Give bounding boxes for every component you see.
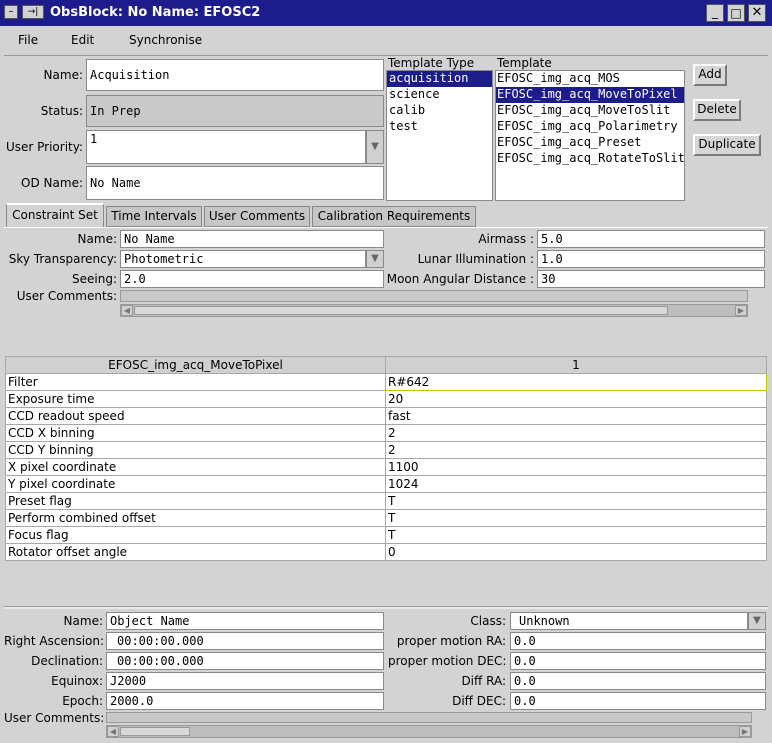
- param-value[interactable]: 20: [386, 391, 767, 408]
- param-name: CCD Y binning: [6, 442, 386, 459]
- diff-dec-label: Diff DEC:: [452, 694, 506, 708]
- param-name: CCD X binning: [6, 425, 386, 442]
- seeing-label: Seeing:: [72, 272, 117, 286]
- parameter-table: [5, 356, 767, 561]
- target-comments-area[interactable]: [106, 712, 752, 723]
- param-value[interactable]: T: [386, 510, 767, 527]
- param-value[interactable]: 2: [386, 425, 767, 442]
- constraint-comments-scrollbar[interactable]: [120, 304, 748, 317]
- param-value[interactable]: R#642: [386, 374, 767, 391]
- constraint-comments-area[interactable]: [120, 290, 748, 302]
- template-header: Template: [497, 56, 552, 70]
- param-name: Focus flag: [6, 527, 386, 544]
- od-name-input[interactable]: No Name: [86, 166, 384, 200]
- param-value[interactable]: 1100: [386, 459, 767, 476]
- sky-transparency-label: Sky Transparency:: [8, 252, 117, 266]
- template-item[interactable]: EFOSC_img_acq_MOS: [497, 71, 620, 85]
- equinox-label: Equinox:: [51, 674, 103, 688]
- user-priority-label: User Priority:: [5, 140, 83, 154]
- tab-label: Time Intervals: [111, 209, 197, 223]
- priority-dropdown-icon[interactable]: ▼: [366, 130, 384, 164]
- scroll-right-icon[interactable]: ▶: [739, 726, 751, 737]
- duplicate-button[interactable]: Duplicate: [693, 134, 761, 156]
- param-value[interactable]: 2: [386, 442, 767, 459]
- param-name: CCD readout speed: [6, 408, 386, 425]
- table-row[interactable]: [6, 510, 767, 527]
- table-row[interactable]: [6, 493, 767, 510]
- template-list[interactable]: [495, 70, 685, 201]
- ob-name-label: Name:: [43, 68, 83, 82]
- template-item-selected[interactable]: EFOSC_img_acq_MoveToPixel: [496, 87, 684, 103]
- scroll-right-icon[interactable]: ▶: [735, 305, 747, 316]
- maximize-icon[interactable]: □: [727, 4, 745, 22]
- constraint-comments-label: User Comments:: [16, 289, 117, 303]
- menu-bar: [4, 27, 768, 56]
- pm-dec-label: proper motion DEC:: [388, 654, 507, 668]
- pm-ra-input[interactable]: 0.0: [510, 632, 766, 650]
- constraint-name-input[interactable]: No Name: [120, 230, 384, 248]
- tab-calibration-requirements[interactable]: [312, 206, 476, 227]
- param-name: Exposure time: [6, 391, 386, 408]
- pm-ra-label: proper motion RA:: [396, 634, 506, 648]
- param-value[interactable]: 0: [386, 544, 767, 561]
- param-name: Filter: [6, 374, 386, 391]
- template-type-header: Template Type: [388, 56, 475, 70]
- param-value[interactable]: T: [386, 493, 767, 510]
- od-name-label: OD Name:: [21, 176, 83, 190]
- table-row[interactable]: [6, 459, 767, 476]
- scroll-thumb[interactable]: [120, 727, 190, 736]
- table-row[interactable]: [6, 408, 767, 425]
- ob-name-input[interactable]: Acquisition: [86, 59, 384, 91]
- window-menu-icon[interactable]: –: [4, 5, 18, 19]
- tab-label: Constraint Set: [12, 208, 98, 222]
- param-value[interactable]: fast: [386, 408, 767, 425]
- ob-status-value: In Prep: [86, 95, 384, 127]
- template-type-calib[interactable]: calib: [389, 103, 426, 117]
- user-priority-input[interactable]: 1: [86, 130, 366, 164]
- scroll-left-icon[interactable]: ◀: [107, 726, 119, 737]
- section-divider: [4, 606, 768, 609]
- dec-label: Declination:: [31, 654, 103, 668]
- lunar-illumination-label: Lunar Illumination :: [417, 252, 534, 266]
- template-item[interactable]: EFOSC_img_acq_RotateToSlit: [497, 151, 685, 165]
- minimize-icon[interactable]: _: [706, 4, 724, 22]
- diff-dec-input[interactable]: 0.0: [510, 692, 766, 710]
- template-type-list[interactable]: [386, 70, 493, 201]
- diff-ra-label: Diff RA:: [461, 674, 506, 688]
- window-title: ObsBlock: No Name: EFOSC2: [50, 5, 261, 20]
- param-name: Perform combined offset: [6, 510, 386, 527]
- table-row[interactable]: [6, 544, 767, 561]
- table-row[interactable]: [6, 391, 767, 408]
- menu-file[interactable]: File: [18, 33, 39, 47]
- airmass-input[interactable]: 5.0: [537, 230, 765, 248]
- ob-status-label: Status:: [40, 104, 83, 118]
- template-type-science[interactable]: science: [389, 87, 440, 101]
- param-name: Rotator offset angle: [6, 544, 386, 561]
- pm-dec-input[interactable]: 0.0: [510, 652, 766, 670]
- class-select[interactable]: Unknown: [510, 612, 748, 630]
- delete-button[interactable]: Delete: [693, 99, 741, 121]
- template-item[interactable]: EFOSC_img_acq_Preset: [497, 135, 642, 149]
- param-name: Preset flag: [6, 493, 386, 510]
- tab-constraint-set[interactable]: [6, 203, 104, 228]
- class-dropdown-icon[interactable]: ▼: [748, 612, 766, 630]
- ra-label: Right Ascension:: [4, 634, 105, 648]
- sky-dropdown-icon[interactable]: ▼: [366, 250, 384, 268]
- lunar-illumination-input[interactable]: 1.0: [537, 250, 765, 268]
- dec-input[interactable]: 00:00:00.000: [106, 652, 384, 670]
- class-label: Class:: [470, 614, 506, 628]
- moon-distance-input[interactable]: 30: [537, 270, 765, 288]
- moon-distance-label: Moon Angular Distance :: [386, 272, 534, 286]
- equinox-input[interactable]: J2000: [106, 672, 384, 690]
- diff-ra-input[interactable]: 0.0: [510, 672, 766, 690]
- table-row[interactable]: [6, 527, 767, 544]
- menu-edit[interactable]: Edit: [71, 33, 95, 47]
- param-value[interactable]: T: [386, 527, 767, 544]
- title-bar[interactable]: [0, 0, 772, 26]
- target-comments-label: User Comments:: [4, 711, 105, 725]
- table-row[interactable]: [6, 442, 767, 459]
- tab-label: User Comments: [208, 209, 306, 223]
- ra-input[interactable]: 00:00:00.000: [106, 632, 384, 650]
- seeing-input[interactable]: 2.0: [120, 270, 384, 288]
- tab-time-intervals[interactable]: [106, 206, 202, 227]
- template-type-test[interactable]: test: [389, 119, 418, 133]
- tab-label: Calibration Requirements: [317, 209, 471, 223]
- close-icon[interactable]: ✕: [748, 4, 766, 22]
- param-value[interactable]: 1024: [386, 476, 767, 493]
- menu-synchronise[interactable]: Synchronise: [129, 33, 203, 47]
- param-name: X pixel coordinate: [6, 459, 386, 476]
- constraint-name-label: Name:: [77, 232, 117, 246]
- scroll-left-icon[interactable]: ◀: [121, 305, 133, 316]
- add-button[interactable]: Add: [693, 64, 727, 86]
- template-item[interactable]: EFOSC_img_acq_MoveToSlit: [497, 103, 671, 117]
- template-type-acquisition[interactable]: acquisition: [387, 71, 492, 87]
- tab-panel-border: [4, 227, 768, 228]
- epoch-label: Epoch:: [62, 694, 103, 708]
- target-name-label: Name:: [63, 614, 103, 628]
- shade-icon[interactable]: →|: [22, 5, 44, 19]
- table-header-column: 1: [386, 357, 767, 374]
- sky-transparency-select[interactable]: Photometric: [120, 250, 366, 268]
- table-row[interactable]: [6, 476, 767, 493]
- target-comments-scrollbar[interactable]: [106, 725, 752, 738]
- tab-user-comments[interactable]: [204, 206, 310, 227]
- epoch-input[interactable]: 2000.0: [106, 692, 384, 710]
- template-item[interactable]: EFOSC_img_acq_Polarimetry: [497, 119, 678, 133]
- scroll-thumb[interactable]: [134, 306, 668, 315]
- airmass-label: Airmass :: [478, 232, 534, 246]
- table-row[interactable]: [6, 374, 767, 391]
- table-header: [6, 357, 767, 374]
- target-name-input[interactable]: Object Name: [106, 612, 384, 630]
- table-row[interactable]: [6, 425, 767, 442]
- table-header-template: EFOSC_img_acq_MoveToPixel: [6, 357, 386, 374]
- param-name: Y pixel coordinate: [6, 476, 386, 493]
